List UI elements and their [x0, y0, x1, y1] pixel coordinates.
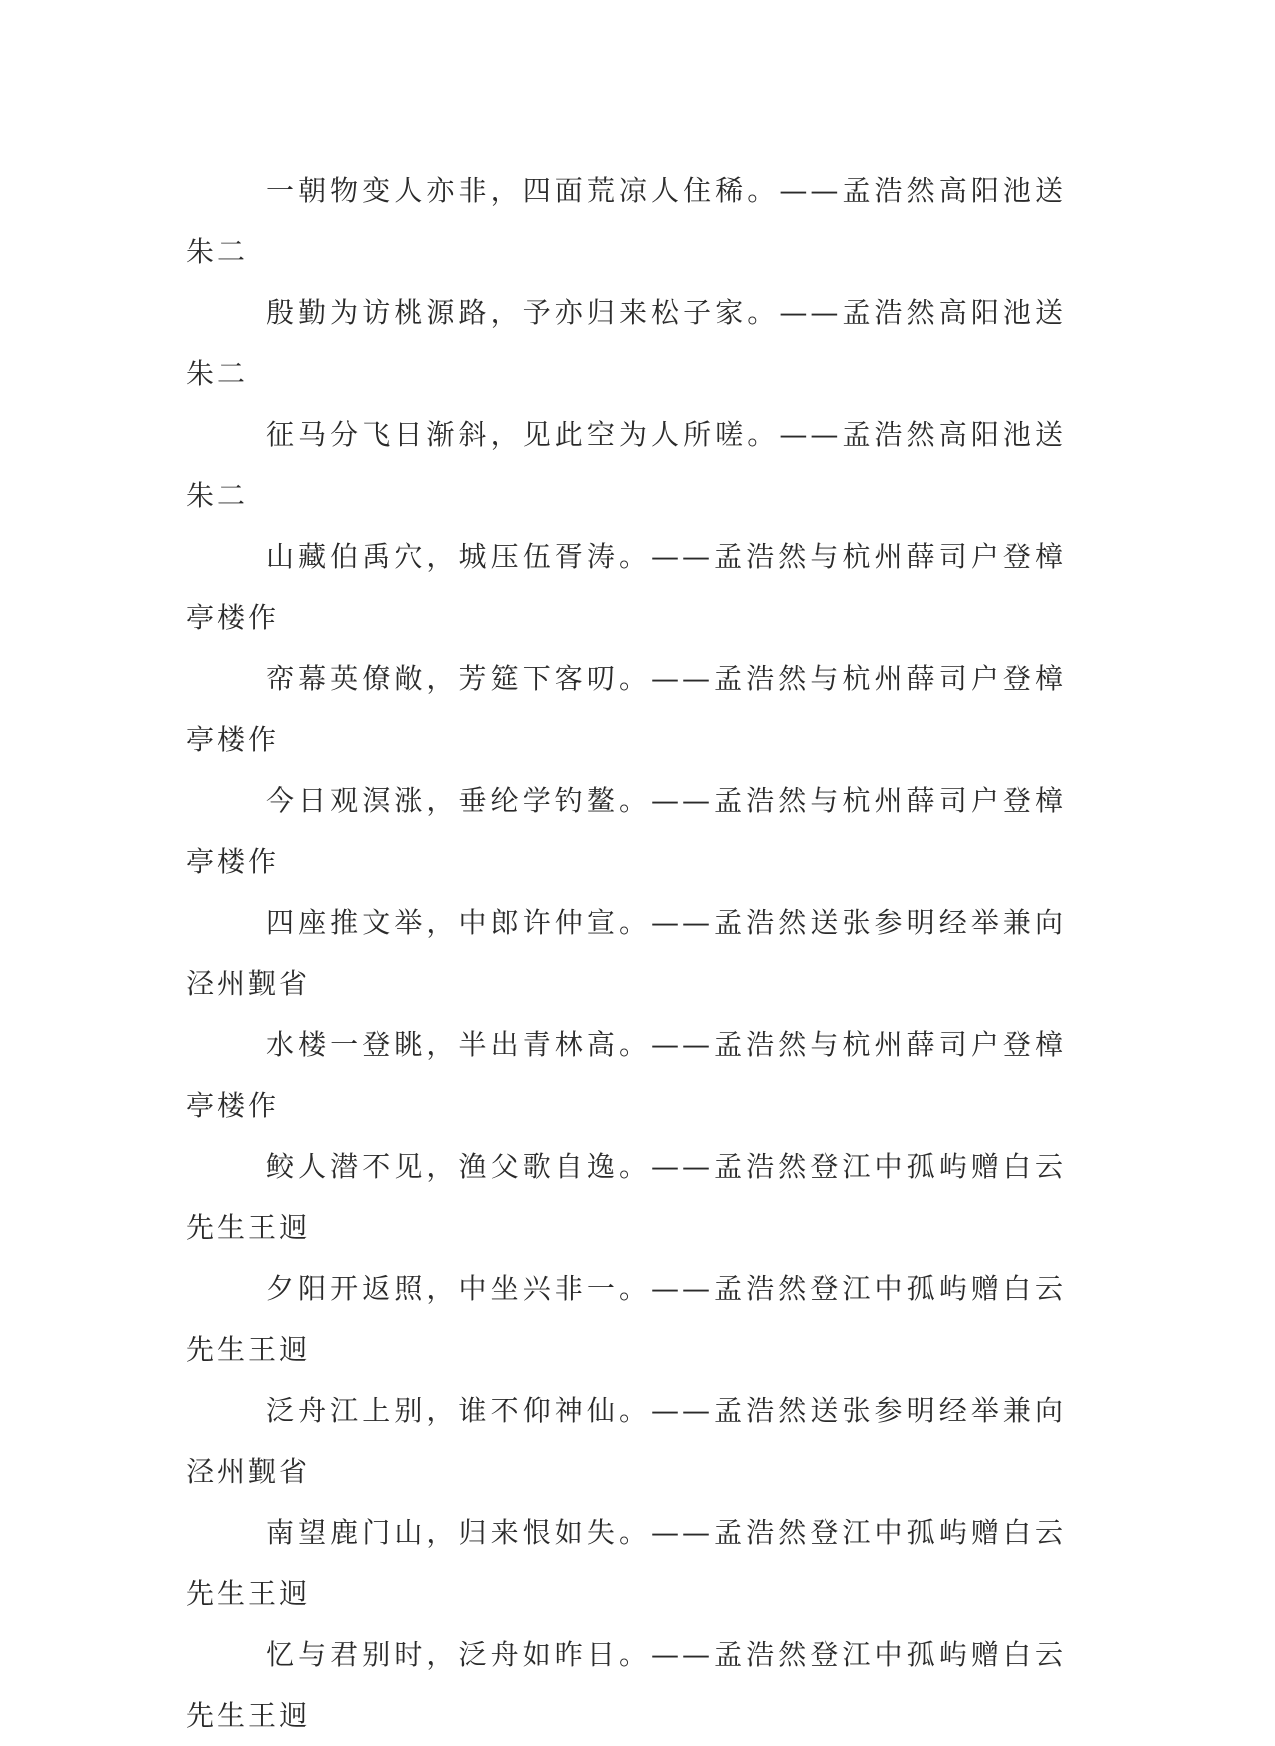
poem-line: 征马分飞日渐斜，见此空为人所嗟。——孟浩然高阳池送朱二 — [186, 418, 1066, 512]
poem-list — [186, 160, 1066, 1746]
poem-line: 忆与君别时，泛舟如昨日。——孟浩然登江中孤屿赠白云先生王迥 — [186, 1638, 1066, 1732]
poem-line: 帟幕英僚敞，芳筵下客叨。——孟浩然与杭州薛司户登樟亭楼作 — [186, 662, 1066, 756]
poem-line: 山藏伯禹穴，城压伍胥涛。——孟浩然与杭州薛司户登樟亭楼作 — [186, 540, 1066, 634]
poem-line: 四座推文举，中郎许仲宣。——孟浩然送张参明经举兼向泾州觐省 — [186, 906, 1066, 1000]
poem-line: 泛舟江上别，谁不仰神仙。——孟浩然送张参明经举兼向泾州觐省 — [186, 1394, 1066, 1488]
poem-line: 南望鹿门山，归来恨如失。——孟浩然登江中孤屿赠白云先生王迥 — [186, 1516, 1066, 1610]
poem-line: 夕阳开返照，中坐兴非一。——孟浩然登江中孤屿赠白云先生王迥 — [186, 1272, 1066, 1366]
poem-line: 殷勤为访桃源路，予亦归来松子家。——孟浩然高阳池送朱二 — [186, 296, 1066, 390]
poem-line: 水楼一登眺，半出青林高。——孟浩然与杭州薛司户登樟亭楼作 — [186, 1028, 1066, 1122]
poem-line: 今日观溟涨，垂纶学钓鳌。——孟浩然与杭州薛司户登樟亭楼作 — [186, 784, 1066, 878]
poem-line: 鲛人潜不见，渔父歌自逸。——孟浩然登江中孤屿赠白云先生王迥 — [186, 1150, 1066, 1244]
poem-line: 一朝物变人亦非，四面荒凉人住稀。——孟浩然高阳池送朱二 — [186, 174, 1066, 268]
